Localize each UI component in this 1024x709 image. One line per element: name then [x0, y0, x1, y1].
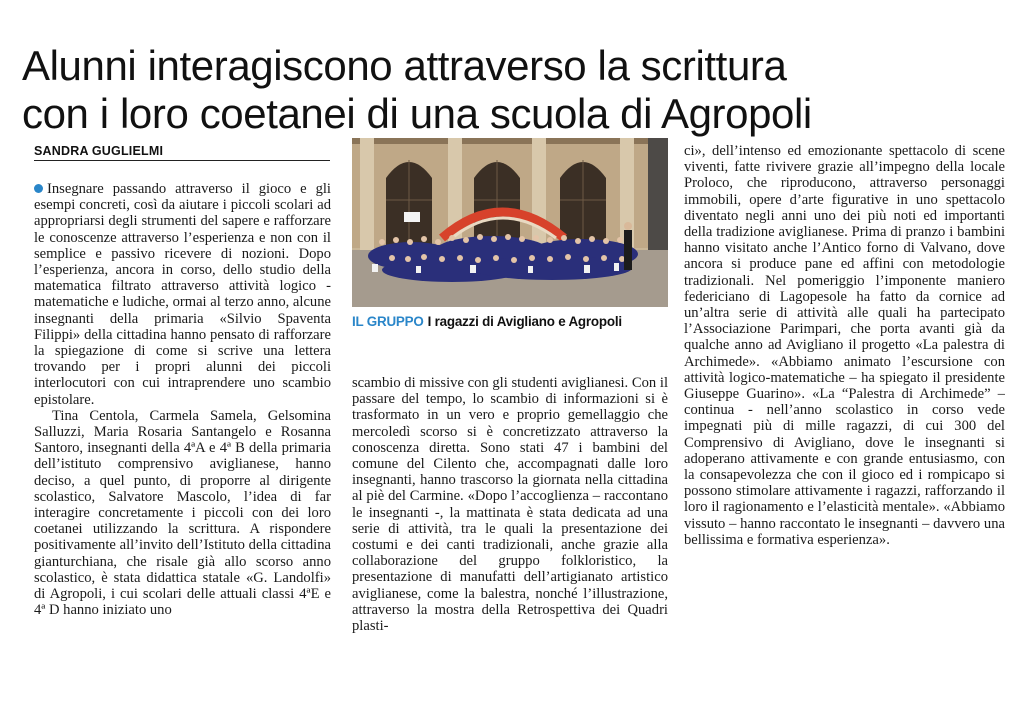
- bullet-dot-icon: [34, 184, 43, 193]
- caption-tag: IL GRUPPO: [352, 314, 424, 329]
- group-photo: [352, 138, 668, 307]
- headline-line-2: con i loro coetanei di una scuola di Agropoli: [22, 90, 812, 138]
- column-1-paragraph-1: [34, 181, 331, 408]
- headline-line-1: Alunni interagiscono attraverso la scrittura: [22, 42, 787, 90]
- column-1-paragraph-2: Tina Centola, Carmela Samela, Gelsomina Salluzzi, Maria Rosaria Santangelo e Rosanna Santoro, insegnanti della 4ªA e 4ª B della primaria dell’istituto comprensivo aviglianese, hanno deciso, a quel punto, di proporre al dirigente scolastico, Salvatore Mascolo, l’idea di far interagire concretamente i piccoli con dei loro coetanei utilizzando la scrittura. A rispondere positivamente all’invito dell’Istituto della cittadina gianturchiana, che risale già allo scorso anno scolastico, è stata didattica statale «G. Landolfi» di Agropoli, i cui scolari delle attuali classi 4ªE e 4ª D hanno iniziato uno: [34, 407, 331, 619]
- column-3-paragraph-1: ci», dell’intenso ed emozionante spettacolo di scene viventi, fatte rivivere grazie all’impegno della locale Proloco, che riproducono, attraverso personaggi immobili, opere d’arte figurative in uno spettacolo diventato negli anni uno dei più noti ed importanti della tradizione aviglianese. Prima di pranzo i bambini hanno visitato anche l’Antico forno di Valvano, dove ancora si produce pane ed affini con metodologie tradizionali. Nel pomeriggio l’imponente maniero federiciano di Lagopesole ha fatto da cornice ad un’altra serie di attività alle quali ha partecipato l’Associazione Parimpari, che porta avanti già da qualche anno ad Avigliano il progetto «La palestra di Archimede». «Abbiamo animato l’escursione con attività logico-matematiche – ha spiegato il presidente Giuseppe Guarino». «La “Palestra di Archimede” – continua - nell’anno scolastico in corso vede impegnati più di mille ragazzi, di cui 300 del Comprensivo di Avigliano, dove le insegnanti si adoperano attivamente e con grande entusiasmo, con la consapevolezza che con il gioco ed i rompicapo si possono stimolare attivamente i ragazzi, rafforzando il loro il ragionamento e l’elasticità mentale». «Abbiamo vissuto – hanno raccontato le insegnanti – davvero una bellissima e formativa esperienza».: [684, 143, 1005, 548]
- article-column-2: [352, 375, 668, 701]
- group-photo-illustration: [352, 138, 668, 307]
- column-1-paragraph-1-text: Insegnare passando attraverso il gioco e gli esempi concreti, così da aiutare i piccoli scolari ad appropriarsi degli strumenti del sapere e rafforzare le conoscenze attraverso l’esperienza e non con il semplice e passivo ricevere di nozioni. Dopo l’esperienza, ancora in corso, dello studio della matematica filtrato attraverso attività logico - matematiche e ludiche, ormai al terzo anno, alcune insegnanti della primaria «Silvio Spaventa Filippi» della cittadina hanno pensato di rafforzare la spiegazione di come si scrive una lettera trovando per i propri alunni dei piccoli interlocutori con cui intraprendere uno scambio epistolare.: [34, 181, 331, 408]
- column-2-paragraph-1: scambio di missive con gli studenti aviglianesi. Con il passare del tempo, lo scambio di informazioni si è trasformato in un vero e proprio gemellaggio che mercoledì scorso si è concretizzato attraverso la conoscenza diretta. Sono stati 47 i bambini del comune del Cilento che, accompagnati dalle loro insegnanti, hanno trascorso la giornata nella cittadina al piè del Carmine. «Dopo l’accoglienza – raccontano le insegnanti -, la mattinata è stata dedicata ad una serie di attività, tra le quali la presentazione dei costumi e dei canti tradizionali, anche grazie alla collaborazione del gruppo folkloristico, la presentazione di manufatti dell’artigianato artistico aviglianese, come la balestra, nonché l’illustrazione, attraverso la mostra della Retrospettiva dei Quadri plasti-: [352, 375, 668, 635]
- photo-caption: [352, 314, 668, 329]
- caption-text: I ragazzi di Avigliano e Agropoli: [427, 314, 622, 329]
- headline: [22, 42, 1007, 138]
- author-byline: SANDRA GUGLIELMI: [34, 144, 330, 161]
- article-column-3: [684, 143, 1005, 703]
- article-column-1: [34, 181, 331, 701]
